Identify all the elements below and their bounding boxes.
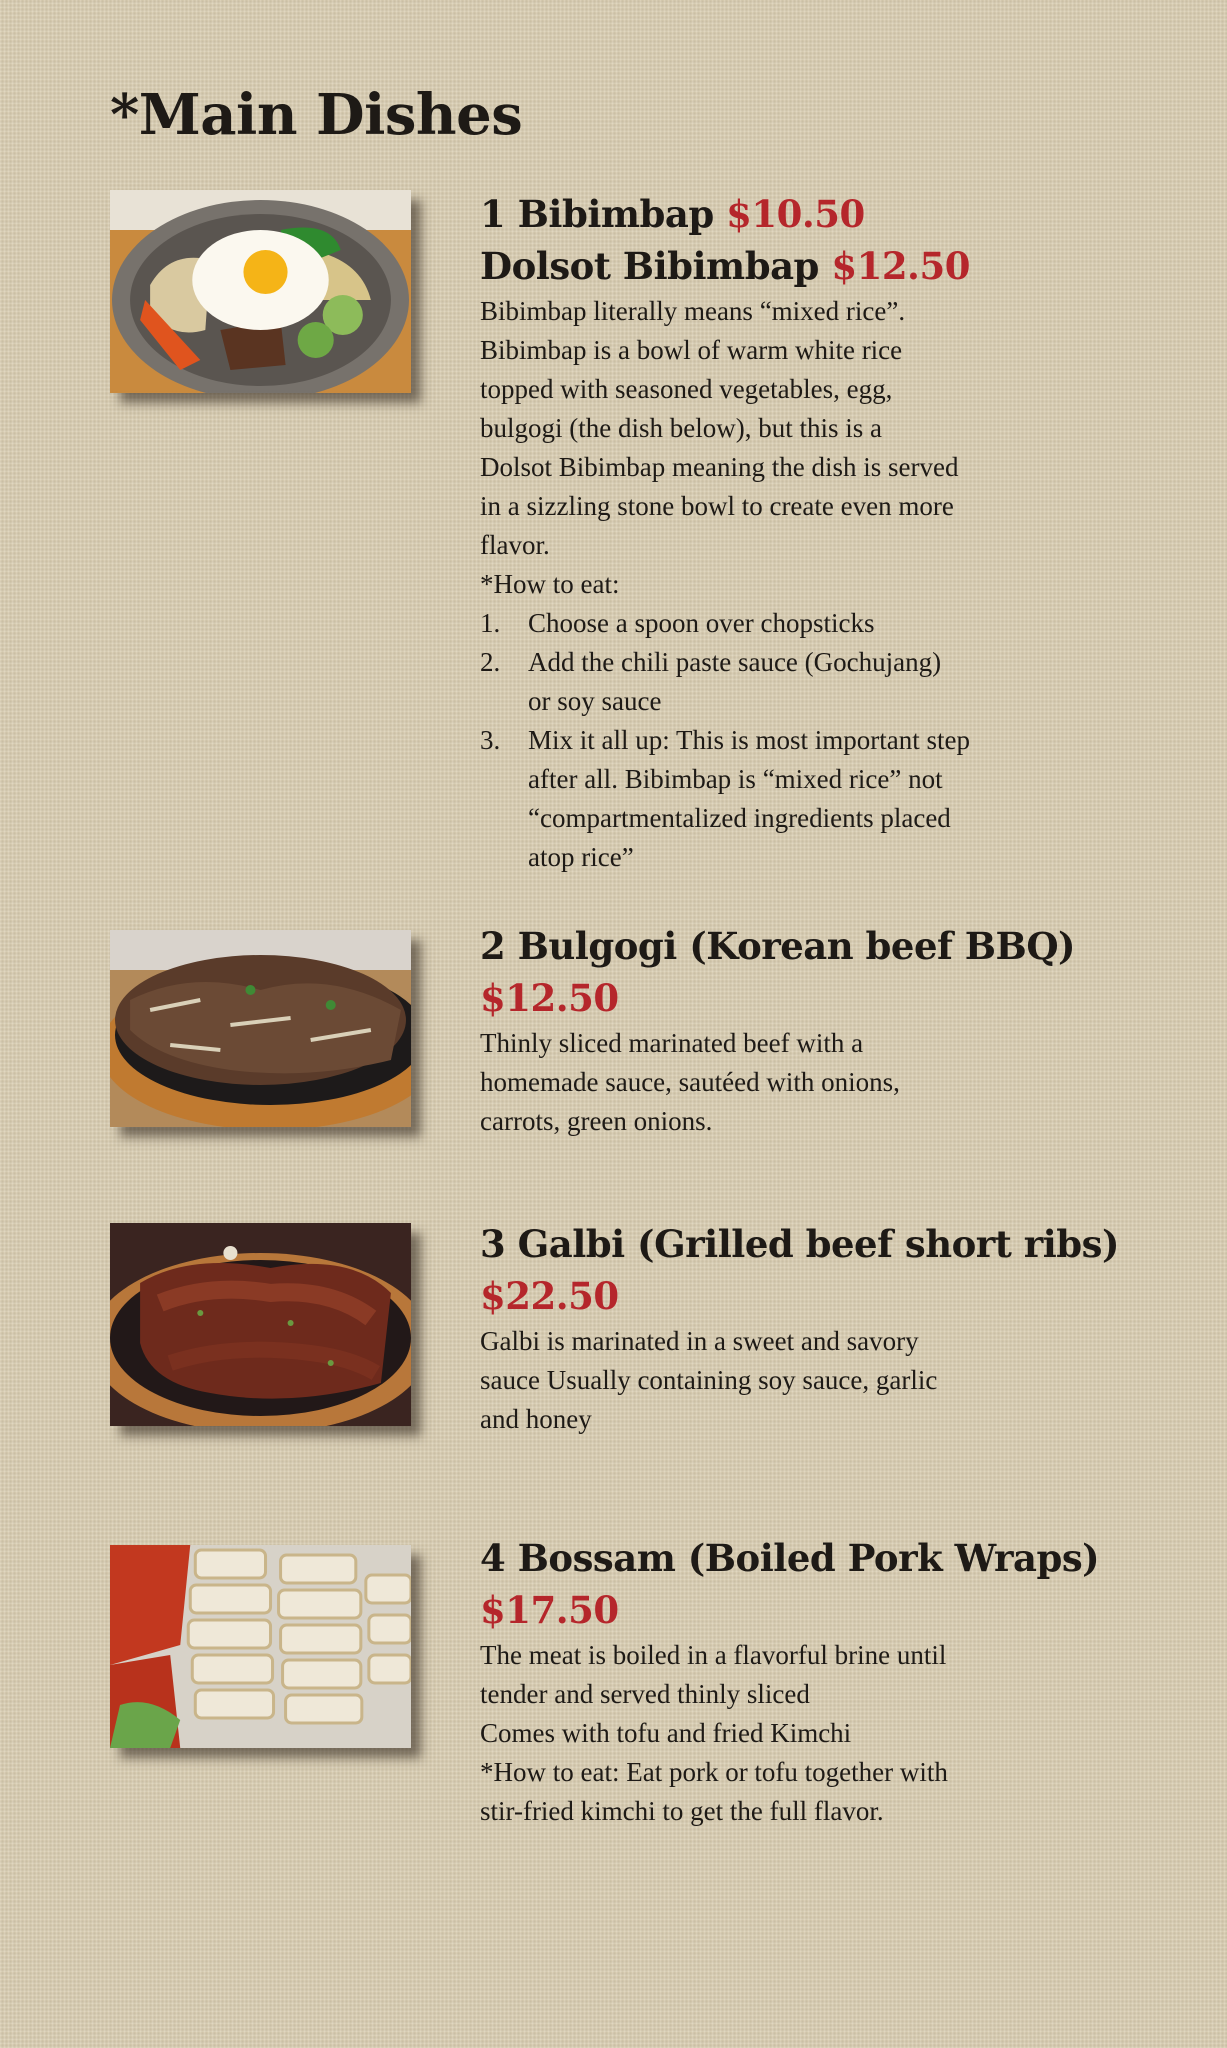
dish-alt-price: $12.50 [831,244,970,288]
step-item [480,604,1120,643]
description-line: sauce Usually containing soy sauce, garlic [480,1365,938,1395]
galbi-photo [110,1223,411,1426]
dish-number: 1 [480,192,506,236]
step-line: after all. Bibimbap is “mixed rice” not [528,764,943,794]
step-line: Add the chili paste sauce (Gochujang) [528,647,942,677]
dish-title [480,188,1120,240]
description-line: in a sizzling stone bowl to create even more [480,491,954,521]
description-line: homemade sauce, sautéed with onions, [480,1067,900,1097]
step-line: Choose a spoon over chopsticks [528,608,875,638]
page-title: *Main Dishes [110,82,523,148]
dish-title-alt [480,240,1120,292]
dish-price: $22.50 [480,1274,619,1318]
description-line: Galbi is marinated in a sweet and savory [480,1326,919,1356]
dish-title: 4 Bossam (Boiled Pork Wraps) [480,1536,1100,1580]
description-line: stir-fried kimchi to get the full flavor. [480,1796,884,1826]
step-number: 2. [480,647,501,677]
description-line: *How to eat: Eat pork or tofu together with [480,1757,948,1787]
step-number: 3. [480,725,501,755]
bossam-photo [110,1545,411,1748]
bibimbap-photo [110,190,411,393]
step-line: atop rice” [528,842,634,872]
description-line: topped with seasoned vegetables, egg, [480,374,893,404]
dish-title: 2 Bulgogi (Korean beef BBQ) [480,924,1076,968]
step-line: or soy sauce [528,686,662,716]
dish-description [480,292,1120,604]
description-line: and honey [480,1404,592,1434]
step-item [480,643,1120,721]
dish-alt-name: Dolsot Bibimbap [480,244,819,288]
how-to-eat-steps [480,604,1120,877]
description-line: The meat is boiled in a flavorful brine until [480,1640,947,1670]
description-line: Bibimbap literally means “mixed rice”. [480,296,906,326]
description-line: Bibimbap is a bowl of warm white rice [480,335,903,365]
dish-price: $12.50 [480,976,619,1020]
description-line: carrots, green onions. [480,1106,713,1136]
description-line: Thinly sliced marinated beef with a [480,1028,864,1058]
step-number: 1. [480,608,501,638]
how-to-eat-label: *How to eat: [480,569,620,599]
description-line: flavor. [480,530,550,560]
bulgogi-photo [110,930,411,1127]
description-line: tender and served thinly sliced [480,1679,810,1709]
step-item [480,721,1120,877]
step-line: Mix it all up: This is most important step [528,725,971,755]
description-line: bulgogi (the dish below), but this is a [480,413,882,443]
description-line: Dolsot Bibimbap meaning the dish is served [480,452,959,482]
description-line: Comes with tofu and fried Kimchi [480,1718,852,1748]
dish-price: $17.50 [480,1588,619,1632]
dish-title: 3 Galbi (Grilled beef short ribs) [480,1222,1120,1266]
dish-name: Bibimbap [517,192,714,236]
step-line: “compartmentalized ingredients placed [528,803,951,833]
dish-price: $10.50 [726,192,865,236]
